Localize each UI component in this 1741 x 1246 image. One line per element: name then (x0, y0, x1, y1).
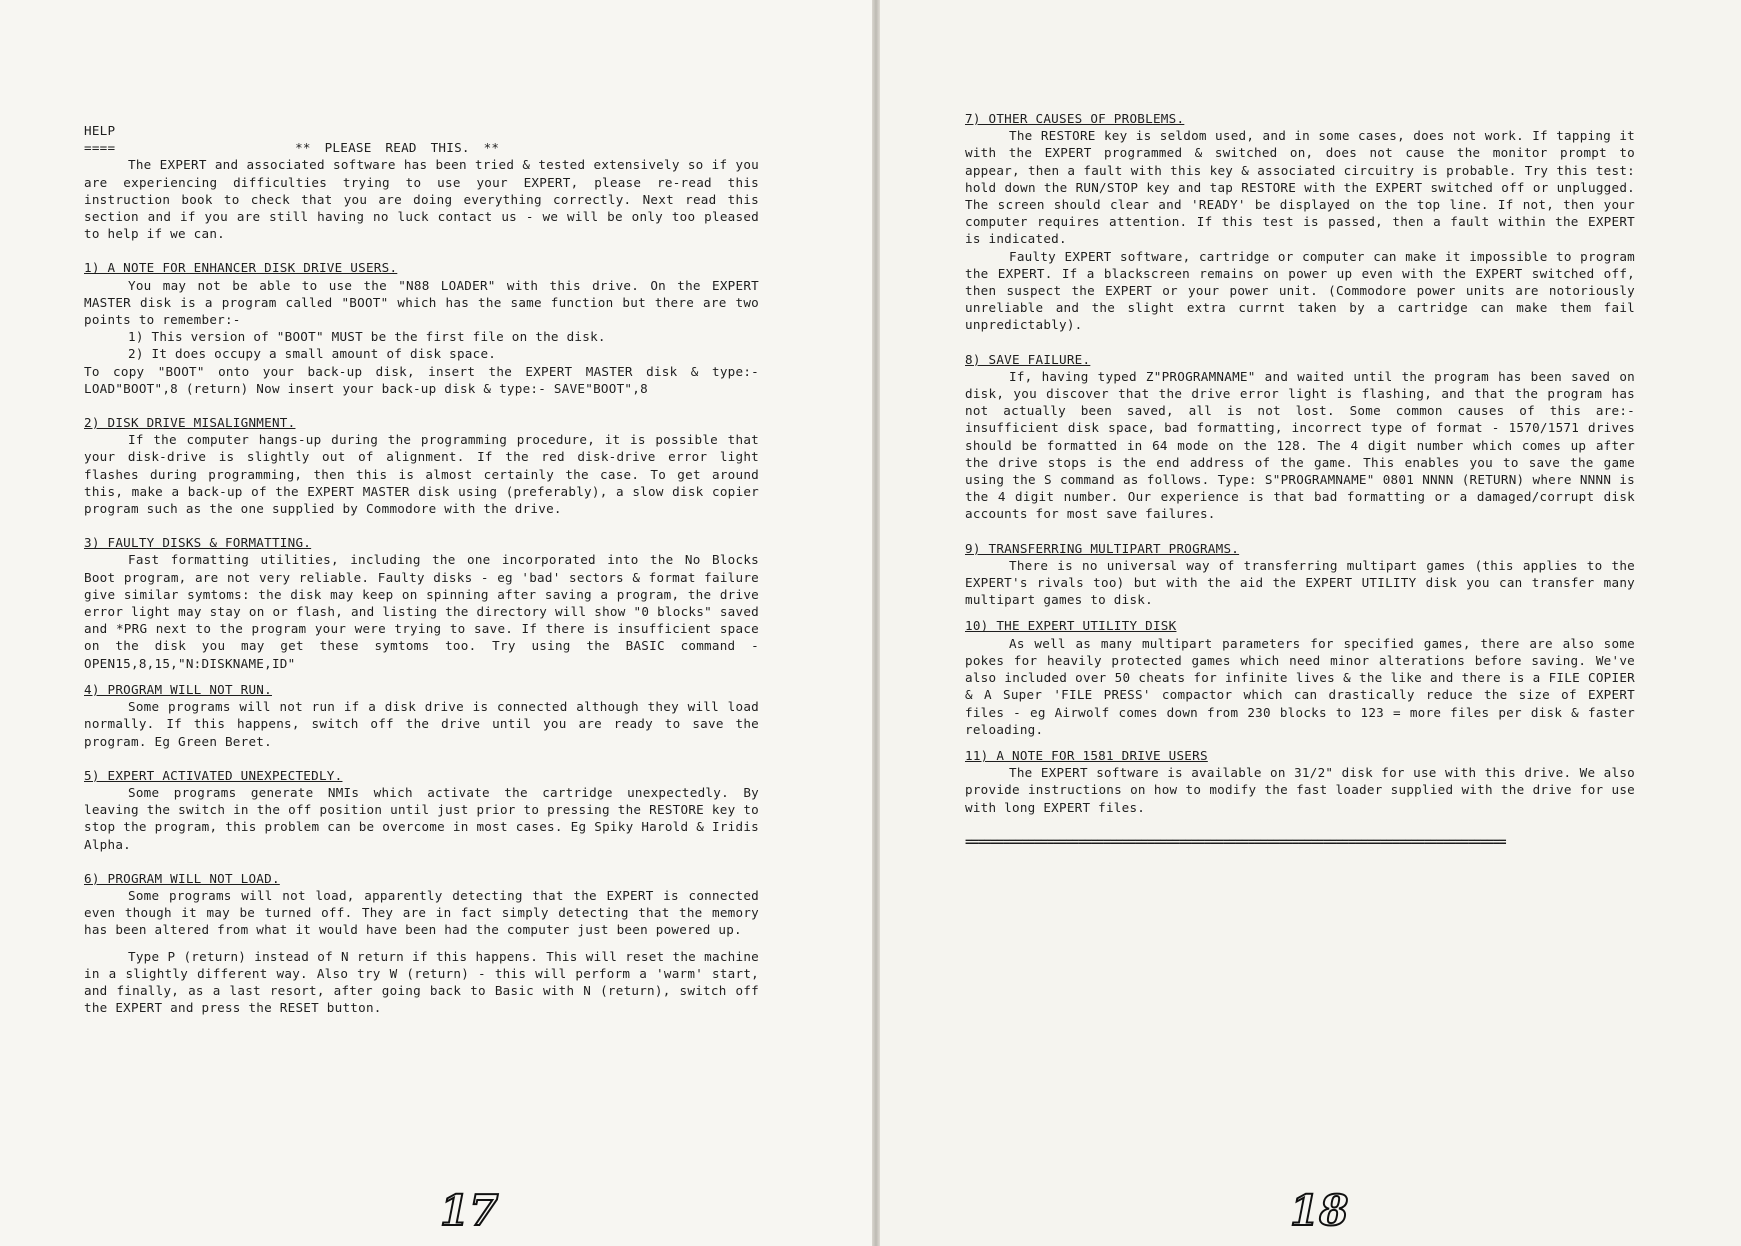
page-number-18: 18 (1290, 1186, 1349, 1235)
section-9-heading: 9) TRANSFERRING MULTIPART PROGRAMS. (965, 540, 1240, 556)
section-8-heading: 8) SAVE FAILURE. (965, 351, 1091, 367)
right-page (880, 0, 1741, 1246)
section-7-heading: 7) OTHER CAUSES OF PROBLEMS. (965, 111, 1185, 126)
section-1-copy-instructions: To copy "BOOT" onto your back-up disk, insert the EXPERT MASTER disk & type:- LOAD"BOOT",8 (return) Now insert your back-up disk & type:- SAVE"BOOT",8 (84, 363, 759, 396)
section-9-paragraph: There is no universal way of transferring multipart games (this applies to the EXPERT's rivals too) but with the aid the EXPERT UTILITY disk you can transfer many multipart games to disk. (965, 557, 1635, 608)
section-1-point-2: 2) It does occupy a small amount of disk space. (128, 346, 497, 362)
section-2-paragraph: If the computer hangs-up during the programming procedure, it is possible that your disk-drive is slightly out of alignment. If the red disk-drive error light flashes during programming, then this is almost certainly the case. To get around this, make a back-up of the EXPERT MASTER disk using (preferably), a slow disk copier program such as the one supplied by Commodore with the drive. (84, 432, 759, 517)
title-row (84, 139, 759, 156)
right-column (965, 110, 1635, 850)
section-11-heading: 11) A NOTE FOR 1581 DRIVE USERS (965, 747, 1208, 763)
section-2-heading: 2) DISK DRIVE MISALIGNMENT. (84, 415, 296, 431)
page-number-17: 17 (440, 1186, 499, 1235)
section-4-heading: 4) PROGRAM WILL NOT RUN. (84, 681, 272, 697)
section-7-paragraph-2: Faulty EXPERT software, cartridge or computer can make it impossible to program the EXPERT. If a blackscreen remains on power up even with the EXPERT switched off, then suspect the EXPERT or your power unit. (Commodore power units are notoriously unreliable and the slight extra currnt taken by a cartridge can make them fail unpredictably). (965, 248, 1635, 333)
section-1-heading: 1) A NOTE FOR ENHANCER DISK DRIVE USERS. (84, 260, 398, 276)
left-column (84, 122, 759, 1016)
section-8-paragraph: If, having typed Z"PROGRAMNAME" and waited until the program has been saved on disk, you discover that the drive error light is flashing, and that the program has not actually been saved, all is not lost. Some common causes of this are:- insufficient disk space, bad formatting, incorrect type of format - 1570/1571 drives should be formatted in 64 mode on the 128. The 4 digit number which comes up after the drive stops is the end address of the game. This enables you to save the game using the S command as follows. Type: S"PROGRAMNAME" 0801 NNNN (RETURN) where NNNN is the 4 digit number. Our experience is that bad formatting or a damaged/corrupt disk accounts for most save failures. (965, 368, 1635, 522)
section-10-paragraph: As well as many multipart parameters for specified games, there are also some pokes for heavily protected games which need minor alterations before saving. We've also included over 50 cheats for infinite lives & the like and there is a FILE COPIER & A Super 'FILE PRESS' compactor which can drastically reduce the size of EXPERT files - eg Airwolf comes down from 230 blocks to 123 = more files per disk & faster reloading. (965, 635, 1635, 737)
banner: ** PLEASE READ THIS. ** (295, 140, 500, 156)
section-4-paragraph: Some programs will not run if a disk drive is connected although they will load normally. If this happens, switch off the drive until you are ready to save the program. Eg Green Beret. (84, 699, 759, 749)
section-3-paragraph: Fast formatting utilities, including the one incorporated into the No Blocks Boot program, are not very reliable. Faulty disks - eg 'bad' sectors & format failure give similar symtoms: the disk may keep on spinning after saving a program, the drive error light may stay on or flash, and listing the directory will show "0 blocks" saved and *PRG next to the program your were trying to save. If there is insufficient space on the disk you may get these symtoms too. Try using the BASIC command - OPEN15,8,15,"N:DISKNAME,ID" (84, 552, 759, 671)
section-10-heading: 10) THE EXPERT UTILITY DISK (965, 618, 1177, 634)
section-7-paragraph-1: The RESTORE key is seldom used, and in some cases, does not work. If tapping it with the EXPERT programmed & switched on, does not cause the monitor prompt to appear, then a fault with this key & associated circuitry is probable. Try this test: hold down the RUN/STOP key and tap RESTORE with the EXPERT switched off or unplugged. The screen should clear and 'READY' be displayed on the top line. If not, then your computer requires attention. If this test is passed, then a fault within the EXPERT is indicated. (965, 128, 1635, 247)
section-6-paragraph-2: Type P (return) instead of N return if this happens. This will reset the machine in a slightly different way. Also try W (return) - this will perform a 'warm' start, and finally, as a last resort, after going back to Basic with N (return), switch off the EXPERT and press the RESET button. (84, 948, 759, 1016)
help-title: HELP (84, 123, 116, 138)
section-6-heading: 6) PROGRAM WILL NOT LOAD. (84, 870, 280, 886)
divider-rule: ====================================================================================== (965, 833, 1506, 849)
title-underline: ==== (84, 140, 116, 156)
section-1-paragraph: You may not be able to use the "N88 LOADER" with this drive. On the EXPERT MASTER disk is a program called "BOOT" which has the same function but there are two points to remember:- (84, 277, 759, 328)
section-5-heading: 5) EXPERT ACTIVATED UNEXPECTEDLY. (84, 767, 343, 783)
section-1-point-1: 1) This version of "BOOT" MUST be the first file on the disk. (128, 329, 606, 345)
book-spine (872, 0, 880, 1246)
section-11-paragraph: The EXPERT software is available on 31/2" disk for use with this drive. We also provide instructions on how to modify the fast loader supplied with the drive for use with long EXPERT files. (965, 765, 1635, 815)
intro-paragraph: The EXPERT and associated software has been tried & tested extensively so if you are experiencing difficulties trying to use your EXPERT, please re-read this instruction book to check that you are doing everything correctly. Next read this section and if you are still having no luck contact us - we will be only too pleased to help if we can. (84, 157, 759, 242)
section-3-heading: 3) FAULTY DISKS & FORMATTING. (84, 535, 312, 551)
section-5-paragraph: Some programs generate NMIs which activate the cartridge unexpectedly. By leaving the switch in the off position until just prior to pressing the RESTORE key to stop the program, this problem can be overcome in most cases. Eg Spiky Harold & Iridis Alpha. (84, 784, 759, 852)
section-6-paragraph-1: Some programs will not load, apparently detecting that the EXPERT is connected even though it may be turned off. They are in fact simply detecting that the memory has been altered from what it would have been had the computer just been powered up. (84, 887, 759, 938)
